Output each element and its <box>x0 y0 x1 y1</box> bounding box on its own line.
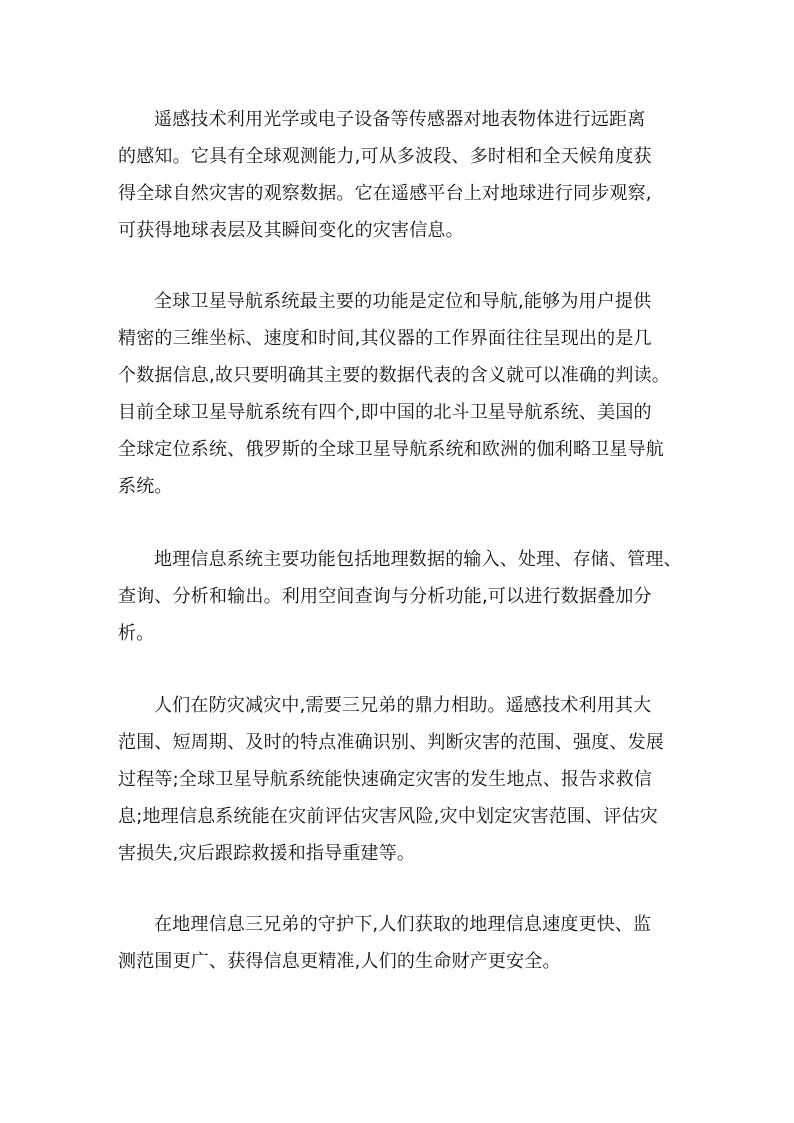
paragraph-line: 查询、分析和输出。利用空间查询与分析功能,可以进行数据叠加分 <box>118 586 652 607</box>
paragraph-disaster-reduction <box>118 687 683 872</box>
paragraph-line: 在地理信息三兄弟的守护下,人们获取的地理信息速度更快、监 <box>154 914 652 935</box>
paragraph-line: 范围、短周期、及时的特点准确识别、判断灾害的范围、强度、发展 <box>118 732 664 753</box>
paragraph-line: 可获得地球表层及其瞬间变化的灾害信息。 <box>118 220 464 241</box>
paragraph-line: 人们在防灾减灾中,需要三兄弟的鼎力相助。遥感技术利用其大 <box>154 695 652 716</box>
paragraph-line: 析。 <box>118 623 155 644</box>
paragraph-line: 得全球自然灾害的观察数据。它在遥感平台上对地球进行同步观察, <box>118 183 652 204</box>
paragraph-line: 息;地理信息系统能在灾前评估灾害风险,灾中划定灾害范围、评估灾 <box>118 806 658 827</box>
paragraph-line: 遥感技术利用光学或电子设备等传感器对地表物体进行远距离 <box>154 109 646 130</box>
paragraph-conclusion <box>118 906 683 980</box>
paragraph-line: 的感知。它具有全球观测能力,可从多波段、多时相和全天候角度获 <box>118 146 652 167</box>
paragraph-line: 目前全球卫星导航系统有四个,即中国的北斗卫星导航系统、美国的 <box>118 402 652 423</box>
paragraph-remote-sensing <box>118 101 683 249</box>
paragraph-satellite-navigation <box>118 283 683 505</box>
paragraph-line: 精密的三维坐标、速度和时间,其仪器的工作界面往往呈现出的是几 <box>118 328 652 349</box>
paragraph-line: 测范围更广、获得信息更精准,人们的生命财产更安全。 <box>118 951 561 972</box>
paragraph-line: 过程等;全球卫星导航系统能快速确定灾害的发生地点、报告求救信 <box>118 769 653 790</box>
paragraph-gis <box>118 541 683 652</box>
paragraph-line: 全球定位系统、俄罗斯的全球卫星导航系统和欧洲的伽利略卫星导航 <box>118 439 664 460</box>
paragraph-line: 地理信息系统主要功能包括地理数据的输入、处理、存储、管理、 <box>154 549 682 570</box>
paragraph-line: 系统。 <box>118 476 173 497</box>
paragraph-line: 个数据信息,故只要明确其主要的数据代表的含义就可以准确的判读。 <box>118 365 670 386</box>
paragraph-line: 害损失,灾后跟踪救援和指导重建等。 <box>118 843 416 864</box>
paragraph-line: 全球卫星导航系统最主要的功能是定位和导航,能够为用户提供 <box>154 291 652 312</box>
